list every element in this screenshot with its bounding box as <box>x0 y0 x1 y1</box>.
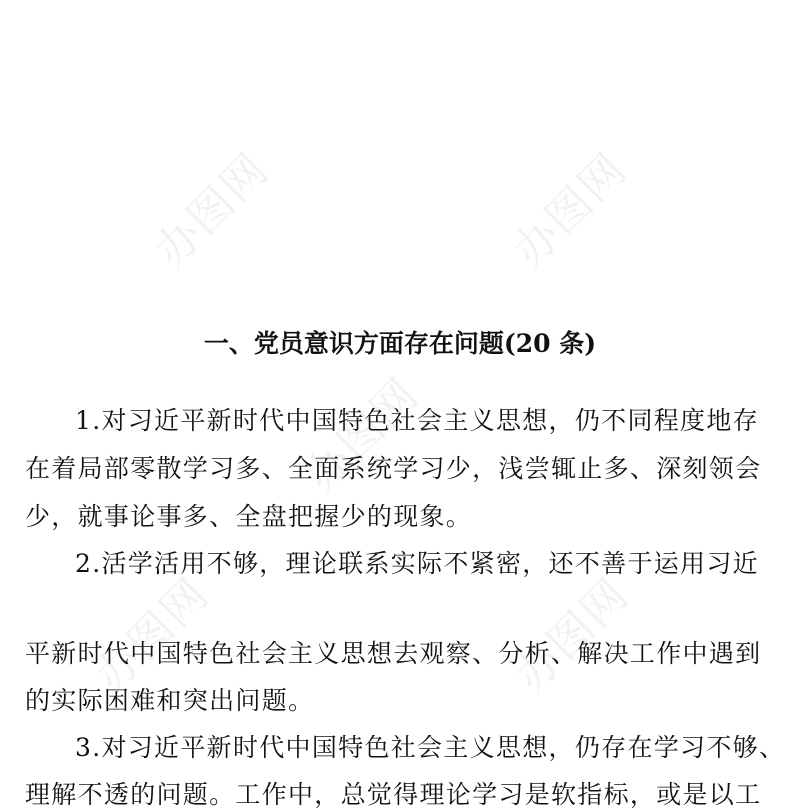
paragraph-1-line-1: 1.对习近平新时代中国特色社会主义思想，仍不同程度地存 <box>75 406 759 435</box>
paragraph-3-line-2: 理解不透的问题。工作中，总觉得理论学习是软指标，或是以工 <box>25 780 762 809</box>
paragraph-2-line-1: 2.活学活用不够，理论联系实际不紧密，还不善于运用习近 <box>75 549 759 578</box>
watermark-text: 办图网 <box>503 143 638 278</box>
watermark-text: 办图网 <box>295 368 430 503</box>
watermark-text: 办图网 <box>85 568 220 703</box>
paragraph-2-line-2: 平新时代中国特色社会主义思想去观察、分析、解决工作中遇到 <box>25 639 762 668</box>
watermark-text: 办图网 <box>145 143 280 278</box>
watermark-text: 办图网 <box>505 568 640 703</box>
paragraph-2-line-3: 的实际困难和突出问题。 <box>25 686 315 715</box>
paragraph-1-line-2: 在着局部零散学习多、全面系统学习少，浅尝辄止多、深刻领会 <box>25 454 762 483</box>
section-heading: 一、党员意识方面存在问题(20 条) <box>203 329 597 358</box>
paragraph-1-line-3: 少，就事论事多、全盘把握少的现象。 <box>25 502 473 531</box>
paragraph-3-line-1: 3.对习近平新时代中国特色社会主义思想，仍存在学习不够、 <box>75 733 786 762</box>
